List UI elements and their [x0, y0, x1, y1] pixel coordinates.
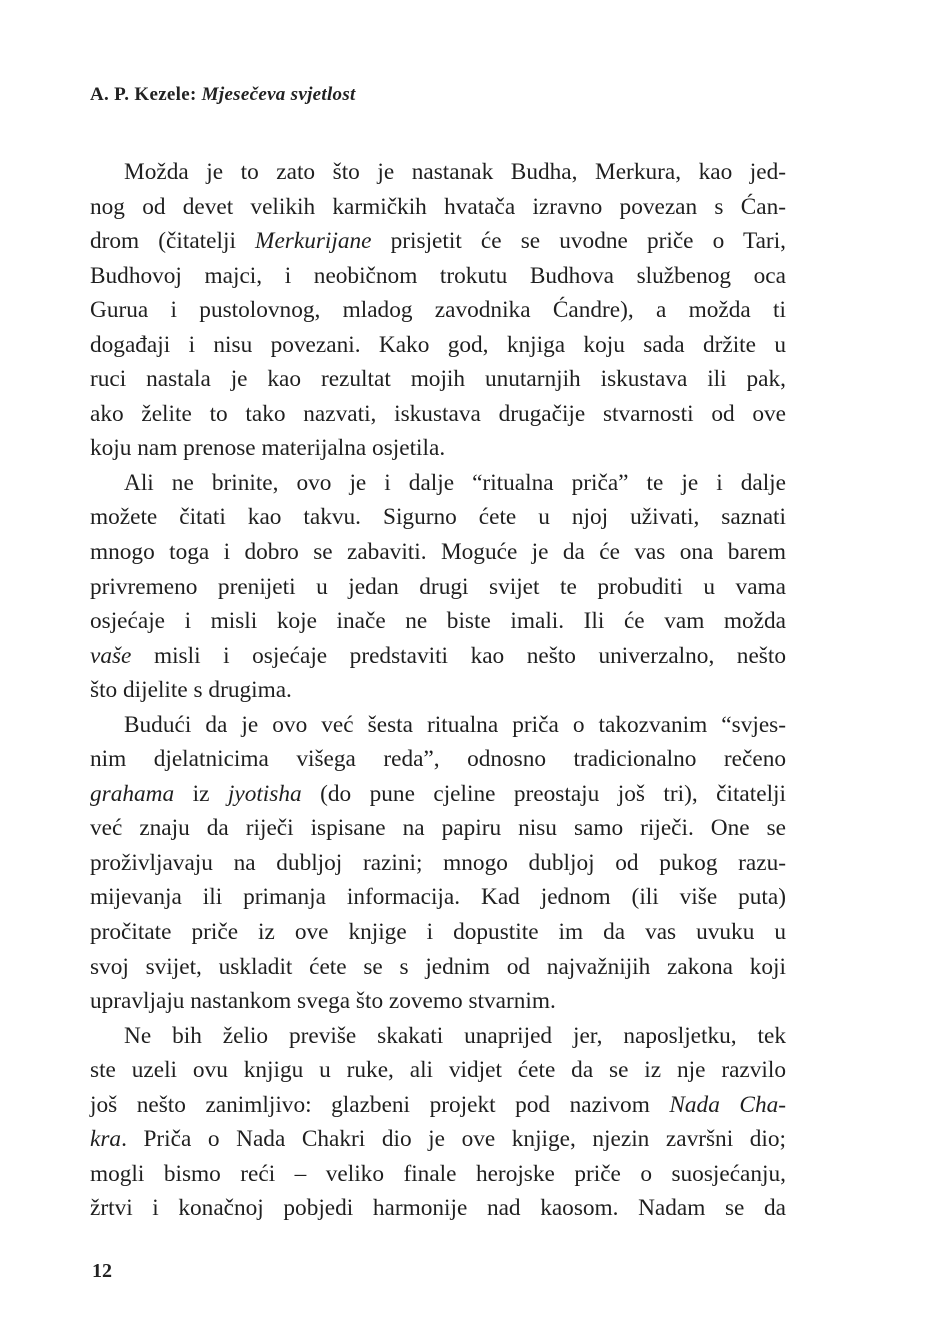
text-line	[90, 984, 786, 1019]
text-line	[90, 466, 786, 501]
text-run: mogli bismo reći – veliko finale herojske priče o suosjećanju,	[90, 1160, 786, 1187]
text-line	[90, 1157, 786, 1192]
text-line	[90, 673, 786, 708]
text-line	[90, 155, 786, 190]
body-text	[90, 155, 786, 1226]
text-line	[90, 1053, 786, 1088]
text-line	[90, 639, 786, 674]
text-run: proživljavaju na dubljoj razini; mnogo dubljoj od pukog razu-	[90, 849, 786, 876]
italic-text: Nada Cha-	[669, 1091, 786, 1118]
paragraph	[90, 708, 786, 1019]
text-run: privremeno prenijeti u jedan drugi svijet te probuditi u vama	[90, 573, 786, 600]
text-line	[90, 535, 786, 570]
text-line	[90, 328, 786, 363]
text-run: prisjetit će se uvodne priče o Tari,	[371, 228, 786, 255]
text-line	[90, 431, 786, 466]
text-run: već znaju da riječi ispisane na papiru nisu samo riječi. One se	[90, 815, 786, 842]
text-line	[90, 950, 786, 985]
italic-text: vaše	[90, 642, 132, 669]
text-run: iz	[174, 780, 228, 807]
italic-text: Merkurijane	[255, 228, 372, 255]
text-run: Ne bih želio previše skakati unaprijed jer, naposljetku, tek	[124, 1022, 786, 1049]
text-run: nim djelatnicima višega reda”, odnosno tradicionalno rečeno	[90, 746, 786, 773]
text-run: svoj svijet, uskladit ćete se s jednim od najvažnijih zakona koji	[90, 953, 786, 980]
text-run: što dijelite s drugima.	[90, 677, 292, 704]
text-line	[90, 811, 786, 846]
text-line	[90, 777, 786, 812]
text-line	[90, 880, 786, 915]
running-head	[90, 84, 356, 106]
paragraph	[90, 466, 786, 708]
text-run: Budući da je ovo već šesta ritualna priča o takozvanim “svjes-	[124, 711, 786, 738]
text-run: mijevanja ili primanja informacija. Kad jednom (ili više puta)	[90, 884, 786, 911]
text-run: možete čitati kao takvu. Sigurno ćete u njoj uživati, saznati	[90, 504, 786, 531]
text-line	[90, 1019, 786, 1054]
text-line	[90, 1122, 786, 1157]
text-run: pročitate priče iz ove knjige i dopustite im da vas uvuku u	[90, 919, 786, 946]
text-run: žrtvi i konačnoj pobjedi harmonije nad kaosom. Nadam se da	[90, 1195, 786, 1222]
text-line	[90, 224, 786, 259]
italic-text: jyotisha	[227, 780, 302, 807]
text-run: drom (čitatelji	[90, 228, 256, 255]
text-run: nog od devet velikih karmičkih hvatača izravno povezan s Ćan-	[90, 193, 786, 220]
text-line	[90, 1191, 786, 1226]
text-run: misli i osjećaje predstaviti kao nešto univerzalno, nešto	[131, 642, 786, 669]
text-line	[90, 500, 786, 535]
text-run: Možda je to zato što je nastanak Budha, Merkura, kao jed-	[124, 159, 786, 185]
text-run: . Priča o Nada Chakri dio je ove knjige, njezin završni dio;	[121, 1126, 786, 1153]
text-line	[90, 742, 786, 777]
text-line	[90, 397, 786, 432]
running-head-title: Mjesečeva svjetlost	[201, 84, 356, 105]
paragraph	[90, 155, 786, 466]
text-line	[90, 1088, 786, 1123]
page-number: 12	[92, 1260, 112, 1282]
text-run: Budhovoj majci, i neobičnom trokutu Budhova službenog oca	[90, 262, 786, 289]
text-line	[90, 190, 786, 225]
text-run: koju nam prenose materijalna osjetila.	[90, 435, 446, 462]
text-run: još nešto zanimljivo: glazbeni projekt pod nazivom	[90, 1091, 670, 1118]
text-run: upravljaju nastankom svega što zovemo stvarnim.	[90, 988, 556, 1015]
text-run: Ali ne brinite, ovo je i dalje “ritualna priča” te je i dalje	[124, 469, 786, 496]
text-line	[90, 293, 786, 328]
text-run: mnogo toga i dobro se zabaviti. Moguće je da će vas ona barem	[90, 539, 786, 566]
text-line	[90, 362, 786, 397]
text-line	[90, 708, 786, 743]
text-line	[90, 604, 786, 639]
text-run: ste uzeli ovu knjigu u ruke, ali vidjet ćete da se iz nje razvilo	[90, 1057, 786, 1084]
text-run: ako želite to tako nazvati, iskustava drugačije stvarnosti od ove	[90, 400, 786, 427]
text-line	[90, 259, 786, 294]
italic-text: kra	[90, 1126, 122, 1153]
text-line	[90, 915, 786, 950]
running-head-author: A. P. Kezele:	[90, 84, 197, 105]
paragraph	[90, 1019, 786, 1226]
text-run: ruci nastala je kao rezultat mojih unutarnjih iskustava ili pak,	[90, 366, 786, 393]
text-line	[90, 846, 786, 881]
text-run: događaji i nisu povezani. Kako god, knjiga koju sada držite u	[90, 331, 786, 358]
text-run: Gurua i pustolovnog, mladog zavodnika Ćandre), a možda ti	[90, 297, 786, 324]
text-line	[90, 570, 786, 605]
italic-text: grahama	[90, 780, 175, 807]
text-run: (do pune cjeline preostaju još tri), čitatelji	[301, 780, 786, 807]
text-run: osjećaje i misli koje inače ne biste imali. Ili će vam možda	[90, 608, 786, 635]
